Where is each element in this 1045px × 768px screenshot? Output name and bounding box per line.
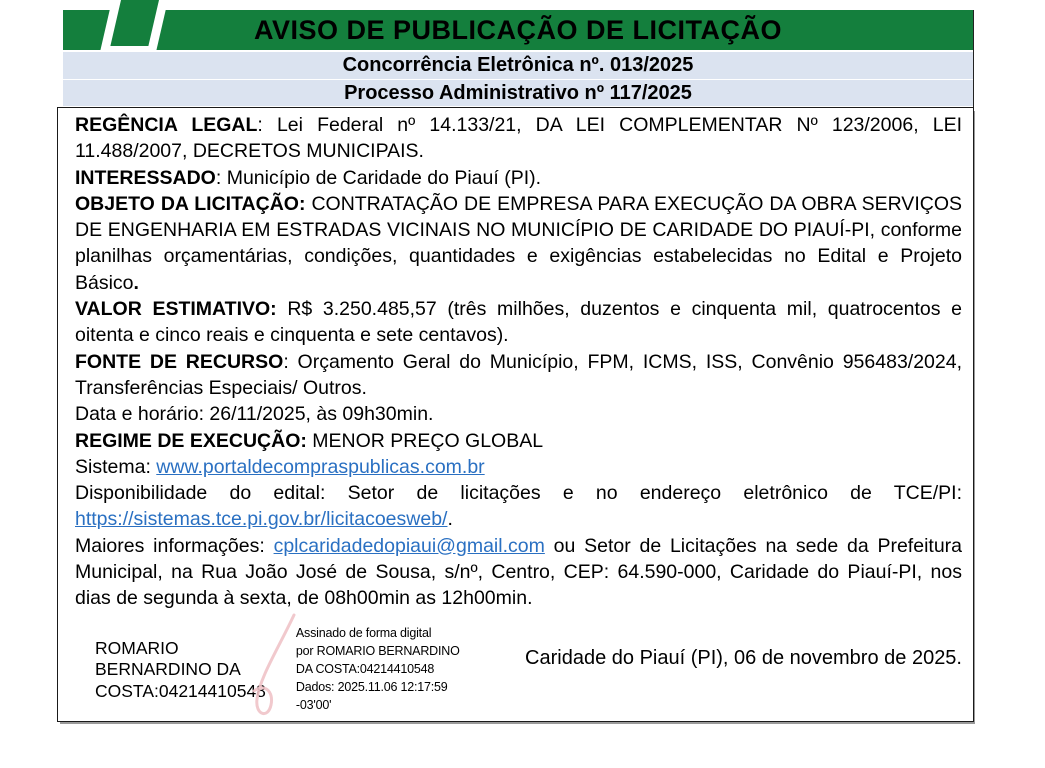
digital-signature-line: -03'00' [295, 698, 332, 713]
field-value: ou Setor de Licitações na sede da Prefeitura Municipal, na Rua João José de Sousa, s/nº, Centro, CEP: 64.590-000, Caridade do Piauí-PI, nos dias de segunda à sexta, de 08h00min as 12h00min. [75, 534, 963, 610]
field-label: VALOR ESTIMATIVO: [75, 298, 277, 321]
digital-signature-details [296, 624, 460, 715]
subtitle-processo-text: Processo Administrativo nº 117/2025 [344, 81, 692, 104]
slash-decoration-inner [110, 0, 159, 46]
field-label: Sistema: [75, 455, 157, 478]
notice-body [57, 107, 974, 722]
field-value: Maiores informações: [75, 534, 274, 557]
field-label: OBJETO DA LICITAÇÃO: [75, 192, 306, 215]
field-value: : Lei Federal nº 14.133/21, DA LEI COMPLEMENTAR Nº 123/2006, LEI 11.488/2007, DECRETOS MUNICIPAIS. [75, 114, 962, 163]
digital-signature-line: DA COSTA:04214410548 [295, 662, 435, 677]
paragraph-maiores-informacoes [75, 533, 962, 612]
field-label: REGIME DE EXECUÇÃO: [75, 429, 307, 452]
header-right-border [973, 10, 974, 107]
signer-name [95, 638, 266, 715]
link-email-cpl[interactable]: cplcaridadedopiaui@gmail.com [273, 534, 545, 557]
title-band [63, 10, 973, 50]
paragraph-fonte-recurso [75, 349, 962, 402]
signer-name-line: BERNARDINO DA [95, 659, 241, 680]
paragraph-valor [75, 296, 962, 349]
paragraph-regime [75, 428, 962, 454]
field-value: R$ 3.250.485,57 (três milhões, duzentos e cinquenta mil, quatrocentos e oitenta e cinco reais e cinquenta e sete centavos). [75, 298, 962, 347]
subtitle-concorrencia-text: Concorrência Eletrônica nº. 013/2025 [342, 54, 694, 76]
field-value: Disponibilidade do edital: Setor de licitações e no endereço eletrônico de TCE/PI: [75, 482, 962, 505]
field-value-period: . [133, 271, 139, 294]
link-tce-licitacoesweb[interactable]: https://sistemas.tce.pi.gov.br/licitacoesweb/ [75, 508, 448, 531]
field-value: : Orçamento Geral do Município, FPM, ICMS, ISS, Convênio 956483/2024, Transferências Especiais/ Outros. [75, 350, 963, 399]
digital-signature-line: Assinado de forma digital [295, 625, 432, 640]
digital-signature-line: Dados: 2025.11.06 12:17:59 [295, 680, 448, 695]
paragraph-data-horario [75, 401, 962, 427]
field-label: FONTE DE RECURSO [75, 350, 284, 373]
place-and-date: Caridade do Piauí (PI), 06 de novembro de 2025. [525, 646, 962, 669]
paragraph-disponibilidade [75, 480, 962, 533]
signer-name-line: ROMARIO [95, 637, 179, 658]
paragraph-sistema [75, 454, 962, 480]
link-portal-compras[interactable]: www.portaldecompraspublicas.com.br [156, 455, 485, 478]
field-value: Data e horário: 26/11/2025, às 09h30min. [75, 403, 434, 426]
field-value: : Município de Caridade do Piauí (PI). [215, 166, 542, 189]
paragraph-interessado [75, 165, 962, 191]
subtitle-row-processo [63, 80, 973, 106]
subtitle-row-concorrencia [63, 52, 973, 79]
signer-name-line: COSTA:04214410548 [95, 680, 266, 701]
paragraph-objeto [75, 191, 962, 296]
page-title: AVISO DE PUBLICAÇÃO DE LICITAÇÃO [253, 14, 782, 45]
paragraph-regencia-legal [75, 112, 962, 165]
field-value: MENOR PREÇO GLOBAL [306, 429, 544, 452]
field-label: REGÊNCIA LEGAL [75, 114, 258, 136]
field-value-period: . [447, 508, 453, 531]
field-label: INTERESSADO [75, 166, 216, 189]
field-value: CONTRATAÇÃO DE EMPRESA PARA EXECUÇÃO DA OBRA SERVIÇOS DE ENGENHARIA EM ESTRADAS VICINAIS NO MUNICÍPIO DE CARIDADE DO PIAUÍ-PI, conforme planilhas orçamentárias, condições, quantidades e exigências estabelecidas no Edital e Projeto Básico [75, 192, 962, 294]
signature-block [75, 621, 962, 715]
digital-signature-line: por ROMARIO BERNARDINO [295, 643, 460, 658]
